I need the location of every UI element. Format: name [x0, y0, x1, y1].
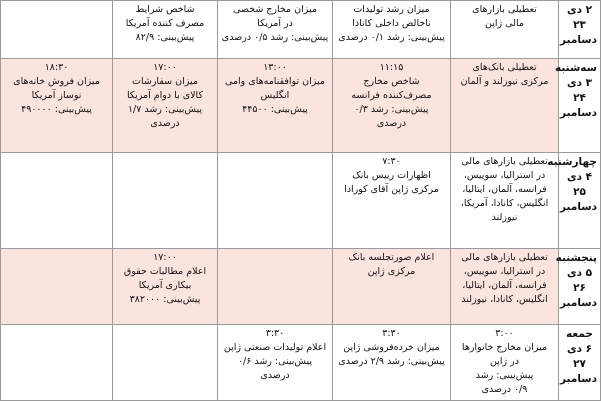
event-line: مالی ژاپن: [485, 18, 524, 29]
event-line: ۱۳:۰۰: [263, 62, 287, 73]
day-line: دسامبر: [560, 373, 597, 385]
event-cell: [333, 249, 451, 325]
event-line: ۱۱:۱۵: [379, 62, 404, 73]
event-cell: [218, 59, 333, 153]
event-line: پیش‌بینی: رشد ۰/۶: [237, 356, 313, 367]
event-line: پیش‌بینی: ۸۲/۹: [135, 32, 195, 43]
event-cell: [113, 325, 218, 401]
day-line: دسامبر: [560, 297, 597, 309]
day-line: ۲۶: [573, 282, 586, 294]
event-line: شاخص مخارج: [363, 76, 420, 87]
event-line: میزان توافقنامه‌های وامی: [225, 76, 325, 87]
day-line: پنجشنبه: [555, 252, 597, 264]
table-row: [1, 1, 601, 59]
event-line: میزان رشد تولیدات: [353, 4, 430, 15]
event-line: پیش‌بینی: رشد ۲/۹ درصدی: [338, 356, 445, 367]
event-line: پیش‌بینی: رشد ۰/۱ درصدی: [338, 32, 445, 43]
event-line: اعلام تولیدات صنعتی ژاپن: [223, 342, 327, 353]
event-line: کالای با دوام آمریکا: [127, 90, 203, 101]
event-line: انگلیس، کانادا، نیوزلند: [461, 294, 548, 305]
event-line: شاخص شرایط: [135, 4, 195, 15]
event-cell: [333, 325, 451, 401]
event-line: مرکزی ژاپن آقای کورادا: [344, 184, 439, 195]
event-line: ۱۷:۰۰: [153, 62, 177, 73]
event-cell: [218, 249, 333, 325]
event-line: مصرف کننده آمریکا: [125, 18, 205, 29]
event-cell: [1, 249, 113, 325]
event-line: انگلیس: [260, 90, 290, 101]
event-line: نیوزلند: [491, 212, 518, 223]
day-line: دسامبر: [560, 201, 597, 213]
day-cell: [559, 1, 601, 59]
event-line: ۱۸:۳۰: [44, 62, 69, 73]
day-line: ۴ دی: [566, 171, 593, 183]
event-line: میزان خرده‌فروشی ژاپن: [343, 342, 440, 353]
event-line: ناخالص داخلی کانادا: [352, 18, 431, 29]
day-line: جمعه: [566, 328, 593, 340]
event-line: ۳:۳۰: [382, 328, 401, 339]
event-line: پیش‌بینی: رشد ۰/۳: [354, 104, 429, 115]
event-line: اظهارات رییس بانک: [352, 170, 431, 181]
event-line: میزان سفارشات: [132, 76, 198, 87]
event-line: میزان مخارج شخصی: [233, 4, 317, 15]
event-cell: [113, 249, 218, 325]
event-line: انگلیس، کانادا، آمریکا،: [460, 198, 549, 209]
event-cell: [218, 1, 333, 59]
event-line: درصدی: [260, 370, 290, 381]
event-line: فرانسه، آلمان، ایتالیا،: [462, 280, 547, 291]
event-line: ۳:۳۰: [265, 328, 285, 339]
day-line: ۶ دی: [566, 343, 593, 355]
day-line: ۲ دی: [566, 4, 593, 16]
day-line: ۲۳: [573, 19, 586, 31]
day-cell: [547, 153, 601, 249]
table-row: [1, 59, 601, 153]
event-line: پیش‌بینی: رشد ۰/۵ درصدی: [221, 32, 329, 43]
event-cell: [451, 1, 559, 59]
event-line: در استرالیا، سوییس،: [463, 266, 546, 277]
event-cell: [451, 153, 559, 249]
event-line: در آمریکا: [257, 18, 293, 29]
event-cell: [113, 153, 218, 249]
day-line: چهارشنبه: [547, 156, 597, 168]
table-row: [1, 249, 601, 325]
event-line: پیش‌بینی: ۴۴۵۰۰: [242, 104, 308, 115]
day-line: ۲۴: [573, 92, 586, 104]
event-cell: [1, 59, 113, 153]
event-cell: [1, 153, 113, 249]
event-line: پیش‌بینی: ۳۸۲۰۰۰: [129, 294, 201, 305]
event-line: فرانسه، آلمان، ایتالیا،: [462, 184, 547, 195]
event-line: مرکزی ژاپن: [367, 266, 416, 277]
day-cell: [555, 59, 601, 153]
event-line: پیش‌بینی: ۴۹۰۰۰۰: [21, 104, 92, 115]
event-line: اعلام صورتجلسه بانک: [348, 252, 435, 263]
event-cell: [1, 325, 113, 401]
event-line: پیش‌بینی: رشد ۱/۷: [127, 104, 203, 115]
event-line: مرکزی نیوزلند و آلمان: [460, 76, 549, 87]
day-cell: [559, 325, 601, 401]
event-line: درصدی: [150, 118, 180, 129]
day-line: ۳ دی: [566, 77, 593, 89]
event-cell: [218, 325, 333, 401]
event-line: ۳:۰۰: [495, 328, 514, 339]
table-row: [1, 325, 601, 401]
day-cell: [555, 249, 601, 325]
event-cell: [1, 1, 113, 59]
event-cell: [333, 153, 451, 249]
event-cell: [113, 1, 218, 59]
event-line: تعطیلی بازارهای: [472, 4, 537, 15]
event-cell: [451, 249, 559, 325]
day-line: ۲۵: [573, 186, 586, 198]
event-line: پیش‌بینی: رشد: [475, 370, 534, 381]
day-line: دسامبر: [560, 34, 597, 46]
event-cell: [451, 59, 559, 153]
event-line: در استرالیا، سوییس،: [463, 170, 546, 181]
event-line: تعطیلی بازارهای مالی: [461, 156, 548, 167]
event-line: در ژاپن: [490, 356, 519, 367]
event-line: مصرف‌کننده فرانسه: [351, 90, 432, 101]
event-line: اعلام مطالبات حقوق: [123, 266, 207, 277]
event-line: نوساز آمریکا: [31, 90, 82, 101]
table-row: [1, 153, 601, 249]
event-line: میزان فروش خانه‌های: [13, 76, 100, 87]
day-line: دسامبر: [560, 107, 597, 119]
day-line: ۲۷: [573, 358, 586, 370]
event-cell: [218, 153, 333, 249]
event-cell: [113, 59, 218, 153]
event-cell: [451, 325, 559, 401]
event-line: ۷:۳۰: [382, 156, 401, 167]
event-line: تعطیلی بازارهای مالی: [461, 252, 548, 263]
event-line: تعطیلی بانک‌های: [472, 62, 537, 73]
event-line: ۰/۹ درصدی: [481, 384, 528, 395]
event-line: درصدی: [376, 118, 407, 129]
day-line: ۵ دی: [566, 267, 593, 279]
event-cell: [333, 1, 451, 59]
event-line: ۱۷:۰۰: [153, 252, 177, 263]
day-line: سه‌شنبه: [555, 62, 597, 74]
event-line: میزان مخارج خانوارها: [461, 342, 548, 353]
event-cell: [333, 59, 451, 153]
event-line: بیکاری آمریکا: [138, 280, 192, 291]
